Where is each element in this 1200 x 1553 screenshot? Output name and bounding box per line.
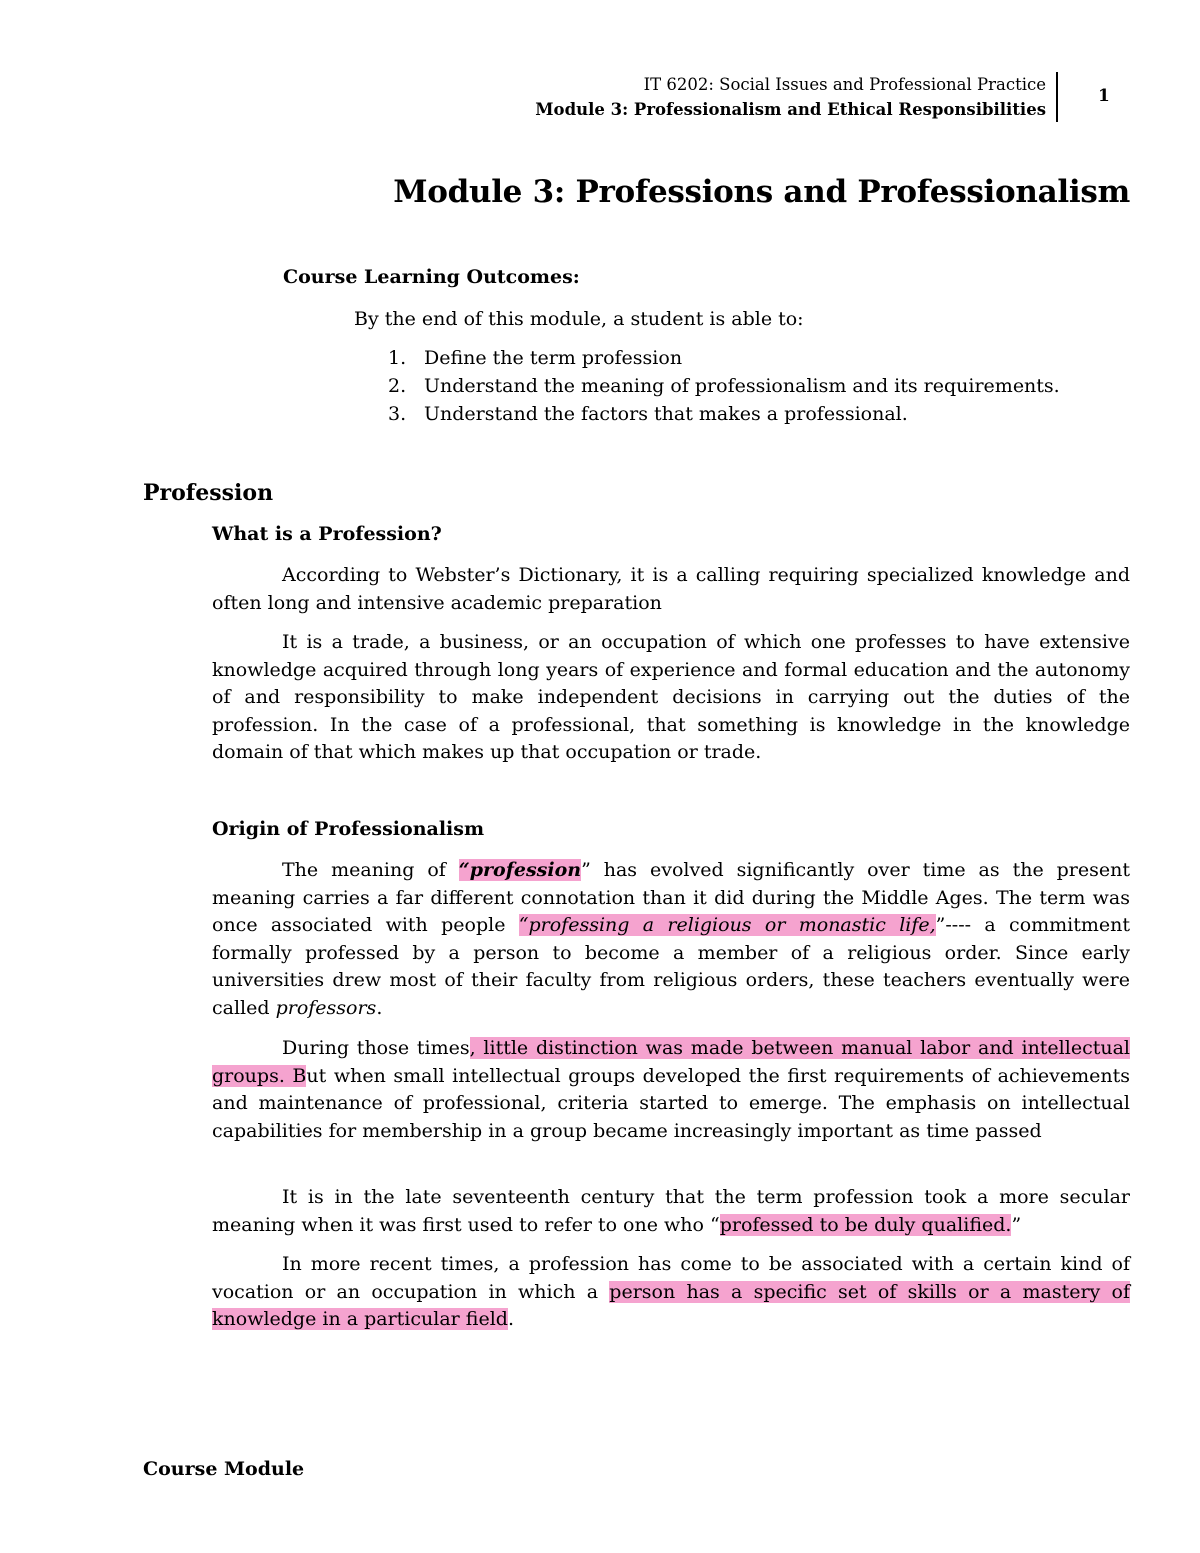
highlight: “profession bbox=[458, 859, 582, 881]
text-run: ut when small intellectual groups developed the first requirements of achievements and maintenance of professional, criteria started to emerge. The emphasis on intellectual capabilities for membership in a group became increasingly important as time passed bbox=[212, 1064, 1130, 1142]
highlight: person has a specific set of skills or a mastery of knowledge in a particular field bbox=[212, 1280, 1130, 1331]
paragraph-origin-4 bbox=[212, 1251, 1130, 1334]
text-run: The meaning of bbox=[282, 859, 459, 881]
subheading-what-is-profession: What is a Profession? bbox=[212, 523, 442, 545]
italic-text: professors bbox=[275, 996, 377, 1019]
text-run: ” has evolved significantly over time as the present meaning carries a far different connotation than it did during the Middle Ages. The term was once associated with people bbox=[212, 859, 1130, 937]
paragraph-text: It is a trade, a business, or an occupation of which one professes to have extensive knowledge acquired through long years of experience and formal education and the autonomy of and responsibility to make independent decisions in carrying out the duties of the profession. In the case of a professional, that something is knowledge in the knowledge domain of that which makes up that occupation or trade. bbox=[212, 631, 1130, 764]
paragraph-trade bbox=[212, 629, 1130, 767]
section-heading-profession: Profession bbox=[143, 480, 274, 506]
list-item bbox=[388, 400, 1060, 428]
paragraph-origin-3 bbox=[212, 1184, 1130, 1239]
list-item-number: 2. bbox=[388, 375, 407, 397]
list-item bbox=[388, 372, 1060, 400]
list-item-text: Define the term profession bbox=[424, 347, 683, 369]
outcomes-intro: By the end of this module, a student is able to: bbox=[354, 308, 804, 330]
highlight: professed to be duly qualified. bbox=[719, 1213, 1012, 1236]
outcomes-list bbox=[388, 344, 1060, 428]
paragraph-origin-2 bbox=[212, 1035, 1130, 1145]
text-run: In more recent times, a profession has come to be associated with a certain kind of vocation or an occupation in which a bbox=[212, 1253, 1130, 1303]
text-run: . bbox=[376, 996, 383, 1019]
outcomes-heading: Course Learning Outcomes: bbox=[283, 266, 580, 288]
paragraph-origin-1 bbox=[212, 857, 1130, 1023]
list-item-number: 3. bbox=[388, 403, 407, 425]
subheading-origin: Origin of Professionalism bbox=[212, 818, 485, 840]
text-run: . bbox=[507, 1308, 514, 1331]
paragraph-webster bbox=[212, 562, 1130, 617]
text-run: ”---- a commitment formally professed by a person to become a member of a religious order. Since early universities drew most of their faculty from religious orders, these teachers eventually were called bbox=[212, 914, 1131, 1019]
list-item-text: Understand the meaning of professionalism and its requirements. bbox=[424, 375, 1060, 397]
page-number: 1 bbox=[1098, 86, 1110, 106]
list-item-number: 1. bbox=[388, 347, 407, 369]
header-course: IT 6202: Social Issues and Professional Practice bbox=[643, 75, 1046, 94]
highlight: “professing a religious or monastic life, bbox=[518, 914, 936, 937]
text-run: It is in the late seventeenth century that the term profession took a more secular meaning when it was first used to refer to one who “ bbox=[212, 1186, 1130, 1236]
paragraph-text: According to Webster’s Dictionary, it is a calling requiring specialized knowledge and often long and intensive academic preparation bbox=[212, 564, 1130, 614]
header-module: Module 3: Professionalism and Ethical Responsibilities bbox=[535, 100, 1046, 119]
text-run: During those times bbox=[282, 1037, 470, 1059]
page-footer: Course Module bbox=[143, 1458, 305, 1480]
highlight: , little distinction was made between manual labor and intellectual groups. B bbox=[212, 1037, 1130, 1087]
text-run: ” bbox=[1011, 1213, 1022, 1236]
list-item-text: Understand the factors that makes a professional. bbox=[424, 403, 908, 425]
page-header bbox=[535, 72, 1058, 122]
page-title: Module 3: Professions and Professionalism bbox=[393, 174, 1130, 210]
list-item bbox=[388, 344, 1060, 372]
